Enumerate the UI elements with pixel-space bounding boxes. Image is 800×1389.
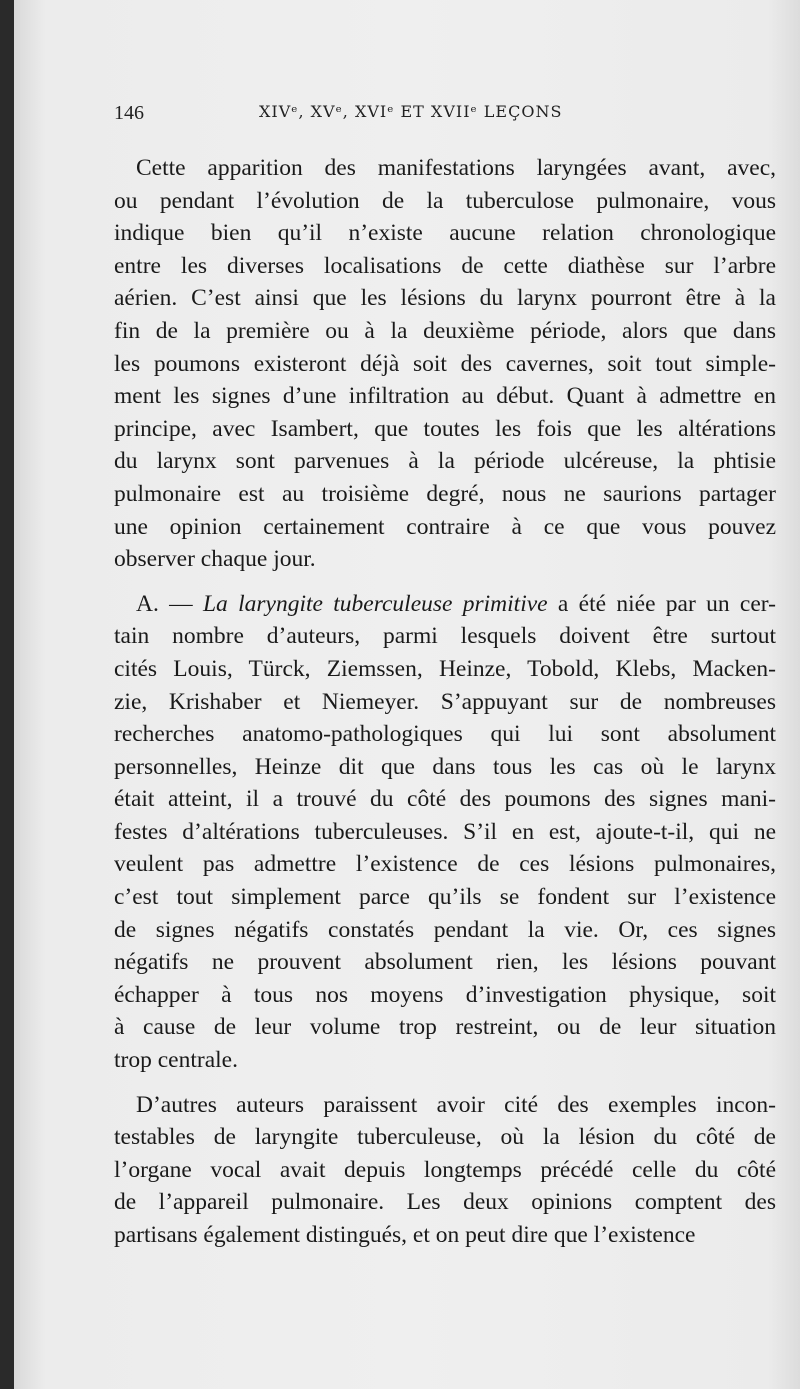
text-line: pulmonaire est au troisième degré, nous ne saurions partager <box>114 480 776 507</box>
text-line: aérien. C’est ainsi que les lésions du larynx pourront être à la <box>114 285 776 312</box>
running-head: XIVᵉ, XVᵉ, XVIᵉ ET XVIIᵉ LEÇONS <box>259 102 563 121</box>
text-line: l’organe vocal avait depuis longtemps précédé celle du côté <box>114 1156 776 1183</box>
book-page <box>14 0 800 1389</box>
text-line: Cette apparition des manifestations laryngées avant, avec, <box>136 155 776 181</box>
text-line: cités Louis, Türck, Ziemssen, Heinze, Tobold, Klebs, Macken- <box>114 655 776 682</box>
text-line: négatifs ne prouvent absolument rien, les lésions pouvant <box>114 949 776 976</box>
body-text <box>114 152 776 1252</box>
text-line: festes d’altérations tuberculeuses. S’il en est, ajoute-t-il, qui ne <box>114 818 776 845</box>
line-text: a été niée par un cer- <box>547 590 776 617</box>
text-line: ment les signes d’une infiltration au début. Quant à admettre en <box>114 383 776 410</box>
section-title-italic: La laryngite tuberculeuse primitive <box>202 590 548 617</box>
text-line: échapper à tous nos moyens d’investigation physique, soit <box>114 981 776 1008</box>
text-line: entre les diverses localisations de cette diathèse sur l’arbre <box>114 252 776 279</box>
paragraph <box>114 152 776 576</box>
text-line: du larynx sont parvenues à la période ulcéreuse, la phtisie <box>114 448 776 475</box>
text-line <box>114 588 776 621</box>
text-line: personnelles, Heinze dit que dans tous les cas où le larynx <box>114 753 776 780</box>
text-line: D’autres auteurs paraissent avoir cité des exemples incon- <box>136 1091 776 1118</box>
text-line: de l’appareil pulmonaire. Les deux opinions comptent des <box>114 1189 776 1216</box>
text-line: recherches anatomo-pathologiques qui lui sont absolument <box>114 721 776 748</box>
text-line: était atteint, il a trouvé du côté des poumons des signes mani- <box>114 786 776 813</box>
text-line: indique bien qu’il n’existe aucune relation chronologique <box>114 220 776 247</box>
text-line: les poumons existeront déjà soit des cavernes, soit tout simple- <box>114 350 776 377</box>
text-line: zie, Krishaber et Niemeyer. S’appuyant sur de nombreuses <box>114 688 776 715</box>
page-header <box>114 98 774 128</box>
text-line: partisans également distingués, et on peut dire que l’existence <box>114 1222 696 1248</box>
page-number: 146 <box>114 102 144 124</box>
text-line: à cause de leur volume trop restreint, ou de leur situation <box>114 1014 776 1041</box>
paragraph <box>114 1089 776 1252</box>
text-line: c’est tout simplement parce qu’ils se fondent sur l’existence <box>114 884 776 911</box>
text-line: veulent pas admettre l’existence de ces lésions pulmonaires, <box>114 851 776 878</box>
text-line: principe, avec Isambert, que toutes les fois que les altérations <box>114 415 776 442</box>
text-line: observer chaque jour. <box>114 546 316 573</box>
text-line: trop centrale. <box>114 1047 238 1074</box>
text-line: de signes négatifs constatés pendant la vie. Or, ces signes <box>114 916 776 943</box>
text-line: une opinion certainement contraire à ce que vous pouvez <box>114 513 776 540</box>
section-lead: A. — <box>136 590 203 617</box>
text-line: fin de la première ou à la deuxième période, alors que dans <box>114 317 776 344</box>
text-line: ou pendant l’évolution de la tuberculose pulmonaire, vous <box>114 187 776 214</box>
paragraph <box>114 588 776 1077</box>
text-line: testables de laryngite tuberculeuse, où la lésion du côté de <box>114 1124 776 1151</box>
text-line: tain nombre d’auteurs, parmi lesquels doivent être surtout <box>114 623 776 650</box>
